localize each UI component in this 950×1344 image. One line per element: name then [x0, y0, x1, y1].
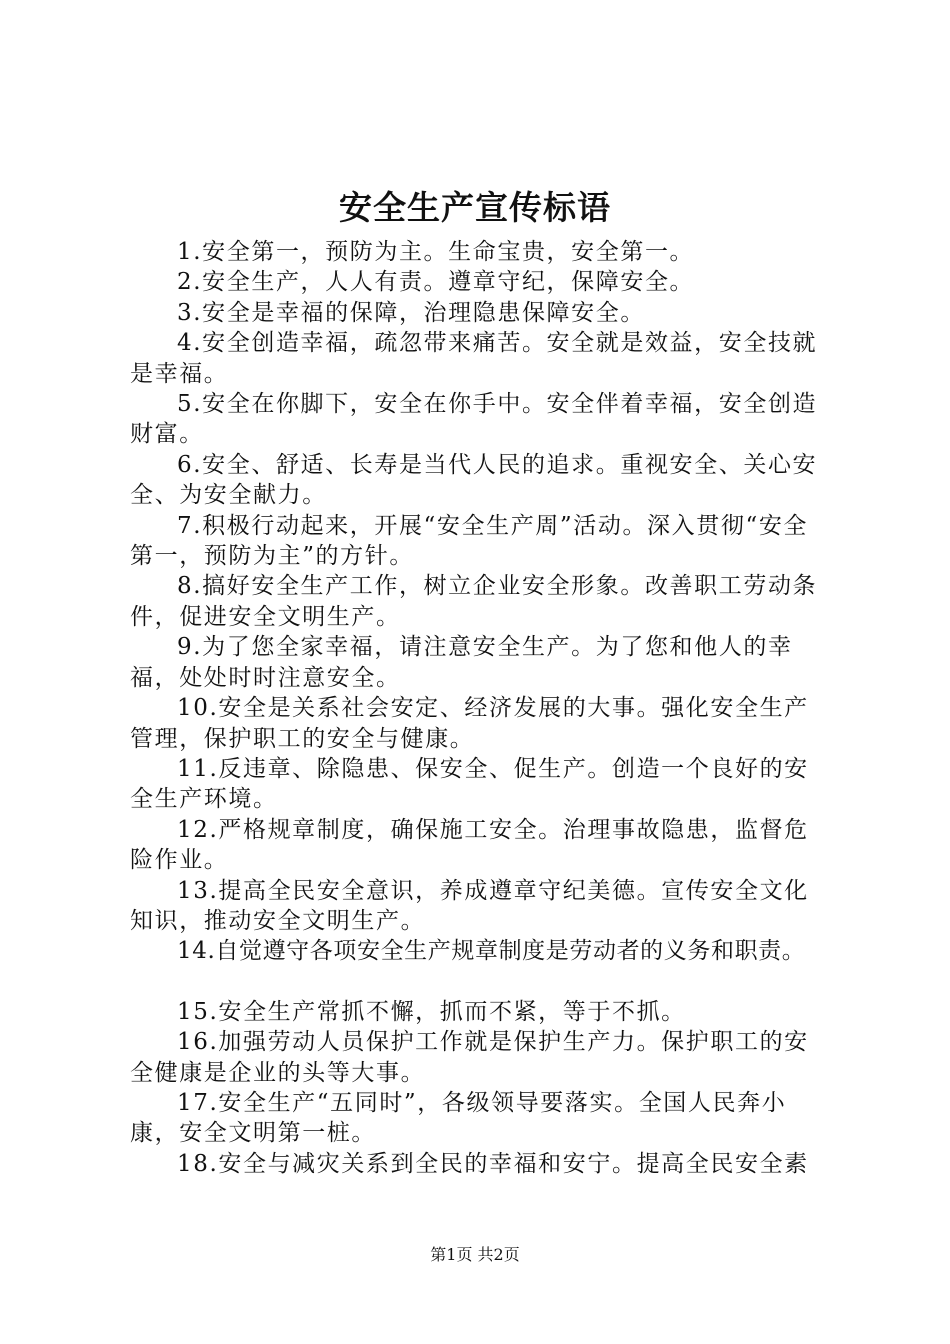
slogan-item: 5.安全在你脚下，安全在你手中。安全伴着幸福，安全创造财富。	[130, 391, 818, 448]
paragraph-gap	[130, 967, 830, 997]
slogan-item: 16.加强劳动人员保护工作就是保护生产力。保护职工的安全健康是企业的头等大事。	[130, 1029, 809, 1086]
slogan-item: 17.安全生产“五同时”，各级领导要落实。全国人民奔小康，安全文明第一桩。	[130, 1089, 787, 1147]
slogan-item: 18.安全与减灾关系到全民的幸福和安宁。提高全民安全素	[177, 1150, 809, 1177]
slogan-item: 8.搞好安全生产工作，树立企业安全形象。改善职工劳动条件，促进安全文明生产。	[130, 573, 818, 630]
slogan-item: 2.安全生产，人人有责。遵章守纪，保障安全。	[177, 269, 695, 296]
slogan-item: 7.积极行动起来，开展“安全生产周”活动。深入贯彻“安全第一，预防为主”的方针。	[130, 512, 809, 570]
slogan-item: 9.为了您全家幸福，请注意安全生产。为了您和他人的幸福，处处时时注意安全。	[130, 634, 793, 691]
document-body	[130, 237, 830, 1179]
slogan-item: 14.自觉遵守各项安全生产规章制度是劳动者的义务和职责。	[177, 938, 806, 965]
slogan-item: 1.安全第一，预防为主。生命宝贵，安全第一。	[177, 239, 695, 265]
slogan-item: 10.安全是关系社会安定、经济发展的大事。强化安全生产管理，保护职工的安全与健康。	[130, 695, 809, 752]
document-title: 安全生产宣传标语	[339, 188, 611, 227]
slogan-item: 3.安全是幸福的保障，治理隐患保障安全。	[177, 299, 645, 326]
slogan-item: 4.安全创造幸福，疏忽带来痛苦。安全就是效益，安全技就是幸福。	[130, 330, 818, 387]
page-footer: 第1页 共2页	[430, 1245, 520, 1264]
slogan-item: 13.提高全民安全意识，养成遵章守纪美德。宣传安全文化知识，推动安全文明生产。	[130, 877, 809, 934]
slogan-item: 15.安全生产常抓不懈，抓而不紧，等于不抓。	[177, 998, 686, 1025]
slogan-item: 11.反违章、除隐患、保安全、促生产。创造一个良好的安全生产环境。	[130, 755, 809, 813]
slogan-item: 12.严格规章制度，确保施工安全。治理事故隐患，监督危险作业。	[130, 816, 809, 874]
slogan-item: 6.安全、舒适、长寿是当代人民的追求。重视安全、关心安全、为安全献力。	[130, 451, 818, 509]
